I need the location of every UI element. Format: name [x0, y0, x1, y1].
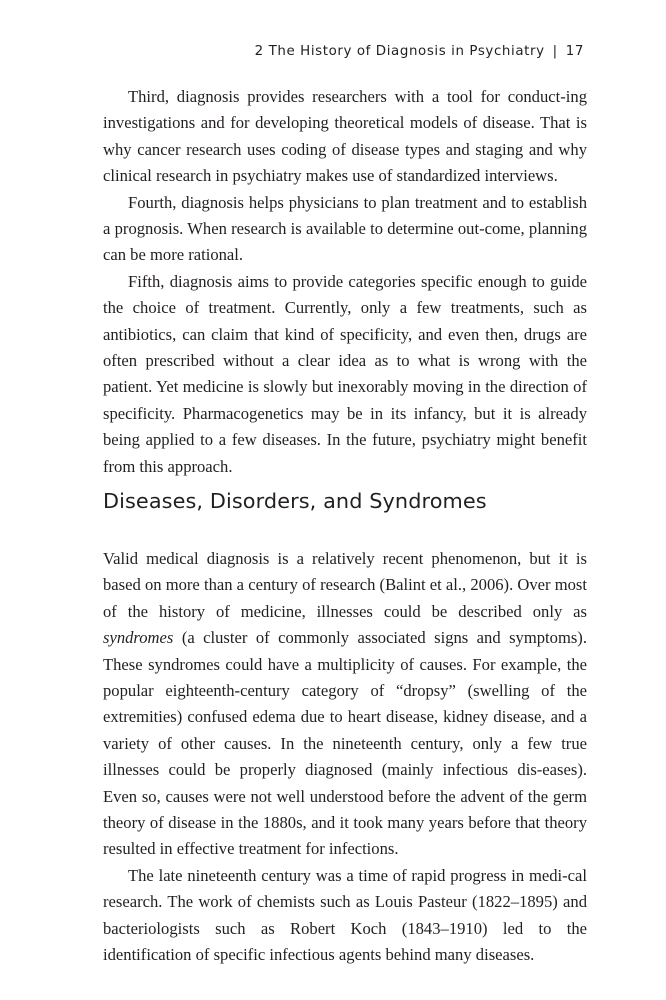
running-head-chapter: 2 The History of Diagnosis in Psychiatry: [254, 44, 545, 59]
body-text-section: [103, 546, 587, 969]
paragraph-fifth: Fifth, diagnosis aims to provide categories specific enough to guide the choice of treatment. Currently, only a few treatments, such as antibiotics, can claim that kind of specificity, and even then, drugs are often prescribed without a clear idea as to what is wrong with the patient. Yet medicine is slowly but inexorably moving in the direction of specificity. Pharmacogenetics may be in its infancy, but it is already being applied to a few diseases. In the future, psychiatry might benefit from this approach.: [103, 271, 587, 476]
paragraph-text-part: Valid medical diagnosis is a relatively recent phenomenon, but it is based on more than a century of research (Balint et al., 2006). Over most of the history of medicine, illnesses could be described only as: [103, 549, 587, 621]
paragraph-diagnosis-history: [103, 546, 587, 863]
page-number: 17: [565, 44, 584, 59]
section-heading: Diseases, Disorders, and Syndromes: [103, 489, 487, 513]
running-head-separator: |: [552, 44, 558, 59]
italic-term-syndromes: syndromes: [103, 628, 174, 648]
paragraph-third: Third, diagnosis provides researchers with a tool for conduct-ing investigations and for developing theoretical models of disease. That is why cancer research uses coding of disease types and staging and why clinical research in psychiatry makes use of standardized interviews.: [103, 87, 587, 186]
running-head: [255, 44, 584, 59]
paragraph-text-part: (a cluster of commonly associated signs and symptoms). These syndromes could have a multiplicity of causes. For example, the popular eighteenth-century category of “dropsy” (swelling of the extremities) confused edema due to heart disease, kidney disease, and a variety of other causes. In the nineteenth century, only a few true illnesses could be properly diagnosed (mainly infectious dis-eases). Even so, causes were not well understood before the advent of the germ theory of disease in the 1880s, and it took many years before that theory resulted in effective treatment for infections.: [103, 628, 587, 859]
paragraph-nineteenth-century: The late nineteenth century was a time of rapid progress in medi-cal research. The work of chemists such as Louis Pasteur (1822–1895) and bacteriologists such as Robert Koch (1843–1910) led to the identification of specific infectious agents behind many diseases.: [103, 865, 587, 965]
paragraph-fourth: Fourth, diagnosis helps physicians to plan treatment and to establish a prognosis. When research is available to determine out-come, planning can be more rational.: [103, 192, 587, 265]
body-text-top: [103, 84, 587, 480]
